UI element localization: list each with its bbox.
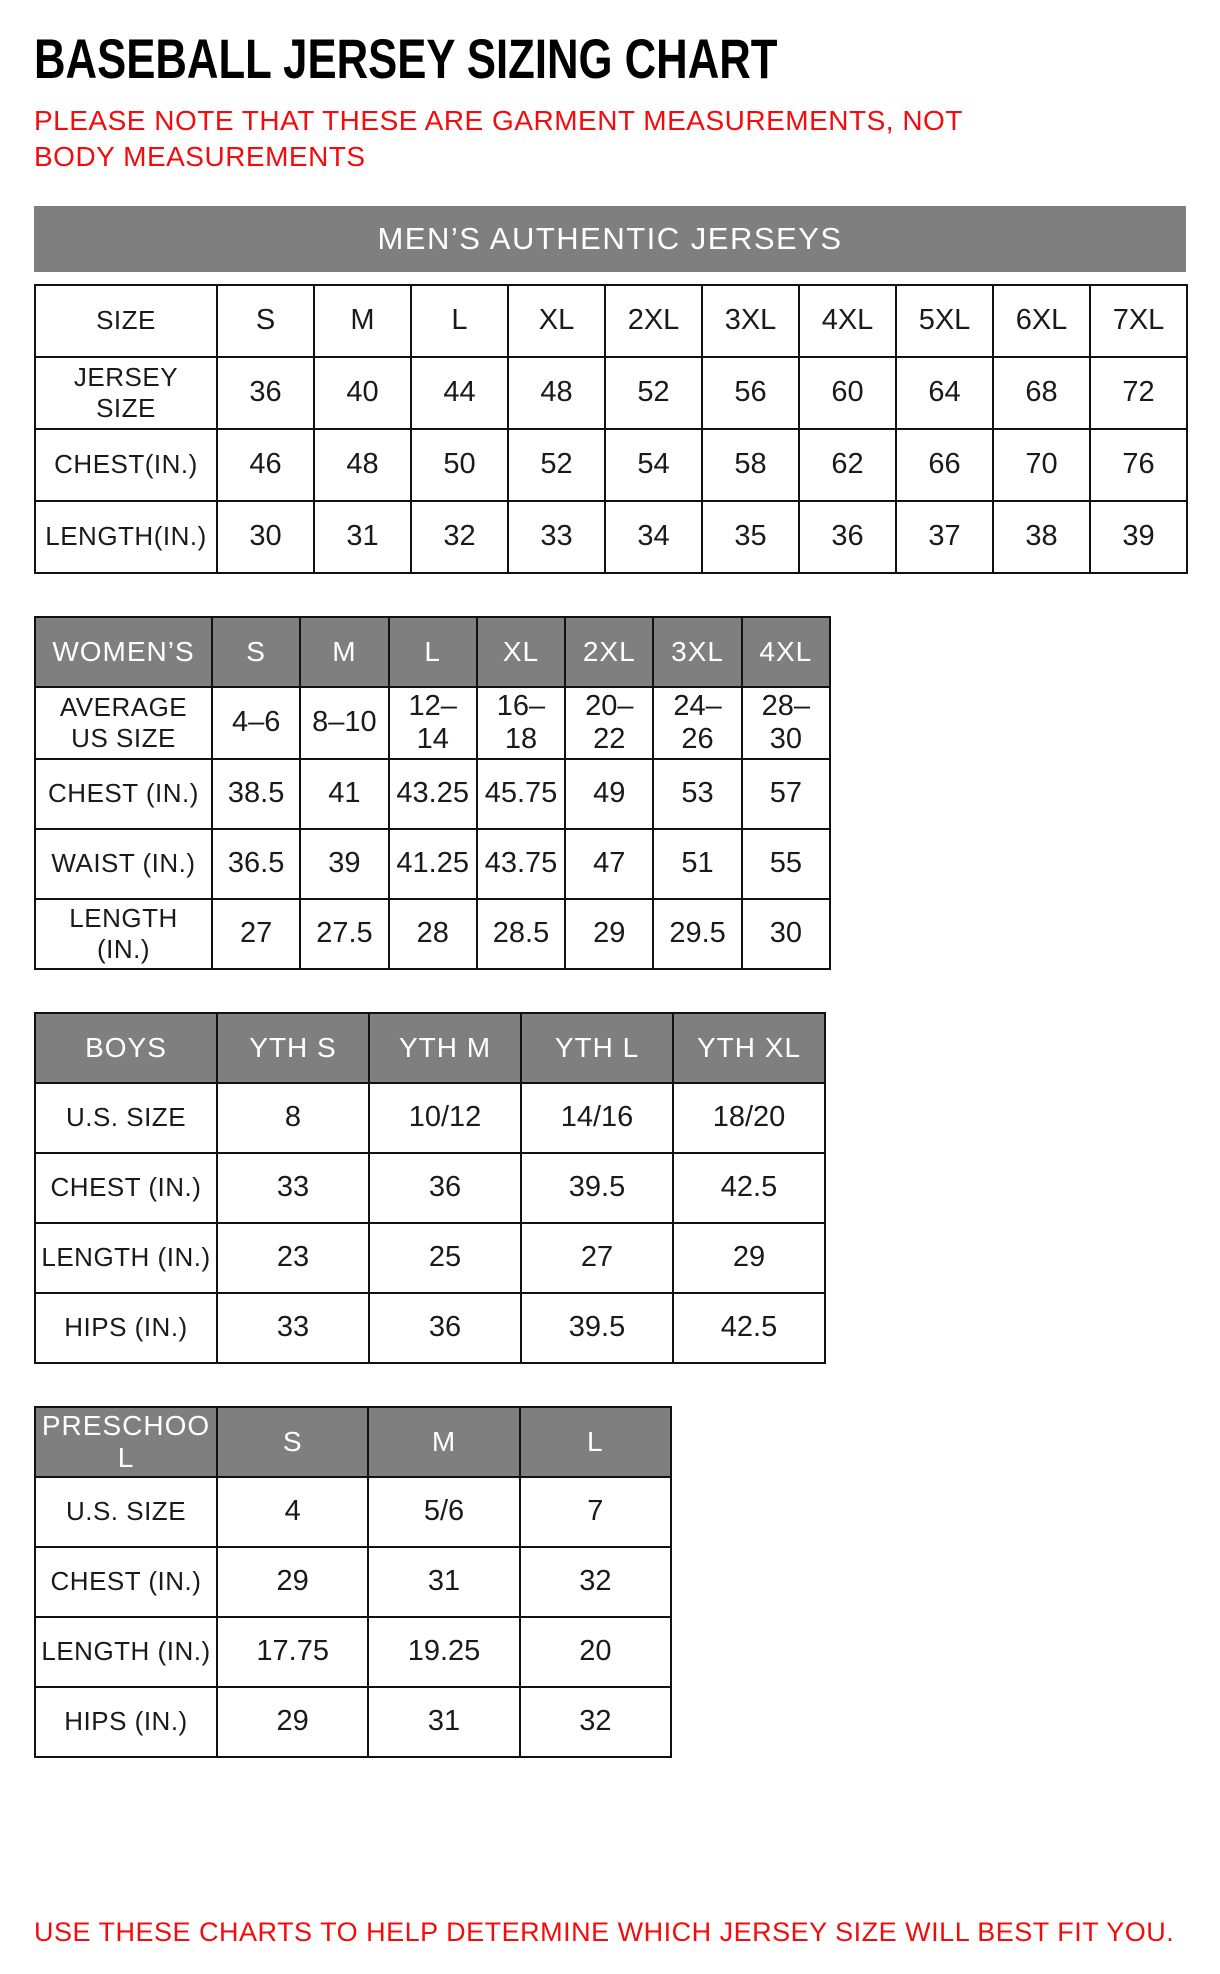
value-cell: 51 — [653, 829, 741, 899]
value-cell: 7 — [520, 1477, 671, 1547]
value-cell: 29.5 — [653, 899, 741, 969]
value-cell: 5XL — [896, 285, 993, 357]
table-row — [35, 285, 1187, 357]
value-cell: 32 — [520, 1547, 671, 1617]
value-cell: 46 — [217, 429, 314, 501]
value-cell: 43.25 — [389, 759, 477, 829]
row-label-cell: AVERAGE US SIZE — [35, 687, 212, 759]
value-cell: 28–30 — [742, 687, 830, 759]
table-row — [35, 687, 830, 759]
column-header-cell: YTH S — [217, 1013, 369, 1083]
value-cell: 62 — [799, 429, 896, 501]
table-row — [35, 1547, 671, 1617]
value-cell: 31 — [314, 501, 411, 573]
value-cell: 37 — [896, 501, 993, 573]
value-cell: 48 — [508, 357, 605, 429]
womens-size-grid — [34, 616, 831, 970]
value-cell: 38 — [993, 501, 1090, 573]
value-cell: 41 — [300, 759, 388, 829]
value-cell: 35 — [702, 501, 799, 573]
row-label-cell: U.S. SIZE — [35, 1083, 217, 1153]
value-cell: 19.25 — [368, 1617, 519, 1687]
value-cell: L — [411, 285, 508, 357]
table-row — [35, 1153, 825, 1223]
value-cell: 40 — [314, 357, 411, 429]
value-cell: 2XL — [605, 285, 702, 357]
row-label-cell: LENGTH (IN.) — [35, 1617, 217, 1687]
row-label-cell: LENGTH (IN.) — [35, 899, 212, 969]
value-cell: 27 — [212, 899, 300, 969]
row-label-cell: WAIST (IN.) — [35, 829, 212, 899]
column-header-cell: 4XL — [742, 617, 830, 687]
value-cell: 5/6 — [368, 1477, 519, 1547]
value-cell: 7XL — [1090, 285, 1187, 357]
value-cell: 3XL — [702, 285, 799, 357]
value-cell: 32 — [520, 1687, 671, 1757]
womens-jerseys-table — [34, 616, 829, 970]
column-header-cell: M — [368, 1407, 519, 1477]
value-cell: 45.75 — [477, 759, 565, 829]
row-label-cell: CHEST(IN.) — [35, 429, 217, 501]
row-label-cell: CHEST (IN.) — [35, 1153, 217, 1223]
value-cell: 32 — [411, 501, 508, 573]
value-cell: 4–6 — [212, 687, 300, 759]
table-row — [35, 1617, 671, 1687]
table-row — [35, 759, 830, 829]
column-header-cell: 2XL — [565, 617, 653, 687]
value-cell: 44 — [411, 357, 508, 429]
value-cell: 36 — [217, 357, 314, 429]
value-cell: 68 — [993, 357, 1090, 429]
table-row — [35, 829, 830, 899]
table-title-cell: BOYS — [35, 1013, 217, 1083]
table-row — [35, 899, 830, 969]
value-cell: 33 — [508, 501, 605, 573]
column-header-cell: YTH L — [521, 1013, 673, 1083]
value-cell: 72 — [1090, 357, 1187, 429]
value-cell: 39.5 — [521, 1153, 673, 1223]
garment-measurement-note: PLEASE NOTE THAT THESE ARE GARMENT MEASUREMENTS, NOT BODY MEASUREMENTS — [34, 105, 963, 173]
table-row — [35, 1477, 671, 1547]
value-cell: 52 — [605, 357, 702, 429]
value-cell: 76 — [1090, 429, 1187, 501]
row-label-cell: LENGTH(IN.) — [35, 501, 217, 573]
table-row — [35, 357, 1187, 429]
value-cell: 29 — [217, 1547, 368, 1617]
value-cell: 56 — [702, 357, 799, 429]
row-label-cell: HIPS (IN.) — [35, 1687, 217, 1757]
value-cell: 27.5 — [300, 899, 388, 969]
value-cell: 10/12 — [369, 1083, 521, 1153]
value-cell: 33 — [217, 1153, 369, 1223]
value-cell: 36 — [369, 1293, 521, 1363]
table-row — [35, 1223, 825, 1293]
row-label-cell: JERSEY SIZE — [35, 357, 217, 429]
table-row — [35, 1083, 825, 1153]
boys-size-grid — [34, 1012, 826, 1364]
row-label-cell: LENGTH (IN.) — [35, 1223, 217, 1293]
value-cell: 29 — [565, 899, 653, 969]
value-cell: 27 — [521, 1223, 673, 1293]
column-header-cell: YTH M — [369, 1013, 521, 1083]
table-row — [35, 1293, 825, 1363]
value-cell: 55 — [742, 829, 830, 899]
preschool-jerseys-table — [34, 1406, 670, 1758]
table-row — [35, 429, 1187, 501]
value-cell: 20–22 — [565, 687, 653, 759]
value-cell: S — [217, 285, 314, 357]
column-header-cell: YTH XL — [673, 1013, 825, 1083]
value-cell: 43.75 — [477, 829, 565, 899]
value-cell: 42.5 — [673, 1153, 825, 1223]
table-row — [35, 501, 1187, 573]
value-cell: 70 — [993, 429, 1090, 501]
value-cell: 53 — [653, 759, 741, 829]
column-header-cell: 3XL — [653, 617, 741, 687]
mens-size-grid — [34, 284, 1188, 574]
value-cell: 29 — [673, 1223, 825, 1293]
value-cell: 39 — [1090, 501, 1187, 573]
value-cell: 64 — [896, 357, 993, 429]
value-cell: 60 — [799, 357, 896, 429]
value-cell: 12–14 — [389, 687, 477, 759]
preschool-size-grid — [34, 1406, 672, 1758]
table-title-cell: WOMEN’S — [35, 617, 212, 687]
value-cell: 17.75 — [217, 1617, 368, 1687]
value-cell: 16–18 — [477, 687, 565, 759]
value-cell: 49 — [565, 759, 653, 829]
value-cell: 36.5 — [212, 829, 300, 899]
table-banner: MEN’S AUTHENTIC JERSEYS — [34, 206, 1186, 272]
value-cell: 34 — [605, 501, 702, 573]
value-cell: 42.5 — [673, 1293, 825, 1363]
footer-note: USE THESE CHARTS TO HELP DETERMINE WHICH JERSEY SIZE WILL BEST FIT YOU. — [34, 1917, 1175, 1947]
table-row — [35, 1013, 825, 1083]
value-cell: 57 — [742, 759, 830, 829]
value-cell: 4 — [217, 1477, 368, 1547]
value-cell: 66 — [896, 429, 993, 501]
value-cell: 39 — [300, 829, 388, 899]
value-cell: 36 — [369, 1153, 521, 1223]
value-cell: 29 — [217, 1687, 368, 1757]
value-cell: 4XL — [799, 285, 896, 357]
column-header-cell: XL — [477, 617, 565, 687]
column-header-cell: L — [389, 617, 477, 687]
value-cell: 14/16 — [521, 1083, 673, 1153]
value-cell: 8–10 — [300, 687, 388, 759]
value-cell: 54 — [605, 429, 702, 501]
value-cell: 28 — [389, 899, 477, 969]
value-cell: 24–26 — [653, 687, 741, 759]
value-cell: 31 — [368, 1547, 519, 1617]
table-row — [35, 617, 830, 687]
value-cell: 30 — [217, 501, 314, 573]
column-header-cell: S — [217, 1407, 368, 1477]
value-cell: 41.25 — [389, 829, 477, 899]
value-cell: 58 — [702, 429, 799, 501]
value-cell: 33 — [217, 1293, 369, 1363]
boys-jerseys-table — [34, 1012, 824, 1364]
row-label-cell: CHEST (IN.) — [35, 1547, 217, 1617]
page-title: BASEBALL JERSEY SIZING CHART — [34, 27, 778, 90]
value-cell: 25 — [369, 1223, 521, 1293]
row-label-cell: HIPS (IN.) — [35, 1293, 217, 1363]
row-label-cell: U.S. SIZE — [35, 1477, 217, 1547]
column-header-cell: M — [300, 617, 388, 687]
value-cell: 36 — [799, 501, 896, 573]
value-cell: 48 — [314, 429, 411, 501]
row-label-cell: SIZE — [35, 285, 217, 357]
value-cell: 31 — [368, 1687, 519, 1757]
value-cell: 50 — [411, 429, 508, 501]
column-header-cell: L — [520, 1407, 671, 1477]
table-row — [35, 1407, 671, 1477]
value-cell: 39.5 — [521, 1293, 673, 1363]
value-cell: 18/20 — [673, 1083, 825, 1153]
table-row — [35, 1687, 671, 1757]
column-header-cell: S — [212, 617, 300, 687]
value-cell: 52 — [508, 429, 605, 501]
mens-jerseys-table — [34, 206, 1186, 574]
value-cell: 47 — [565, 829, 653, 899]
value-cell: XL — [508, 285, 605, 357]
table-title-cell: PRESCHOOL — [35, 1407, 217, 1477]
value-cell: 38.5 — [212, 759, 300, 829]
value-cell: 30 — [742, 899, 830, 969]
value-cell: 8 — [217, 1083, 369, 1153]
value-cell: 23 — [217, 1223, 369, 1293]
row-label-cell: CHEST (IN.) — [35, 759, 212, 829]
value-cell: 20 — [520, 1617, 671, 1687]
value-cell: M — [314, 285, 411, 357]
value-cell: 28.5 — [477, 899, 565, 969]
value-cell: 6XL — [993, 285, 1090, 357]
